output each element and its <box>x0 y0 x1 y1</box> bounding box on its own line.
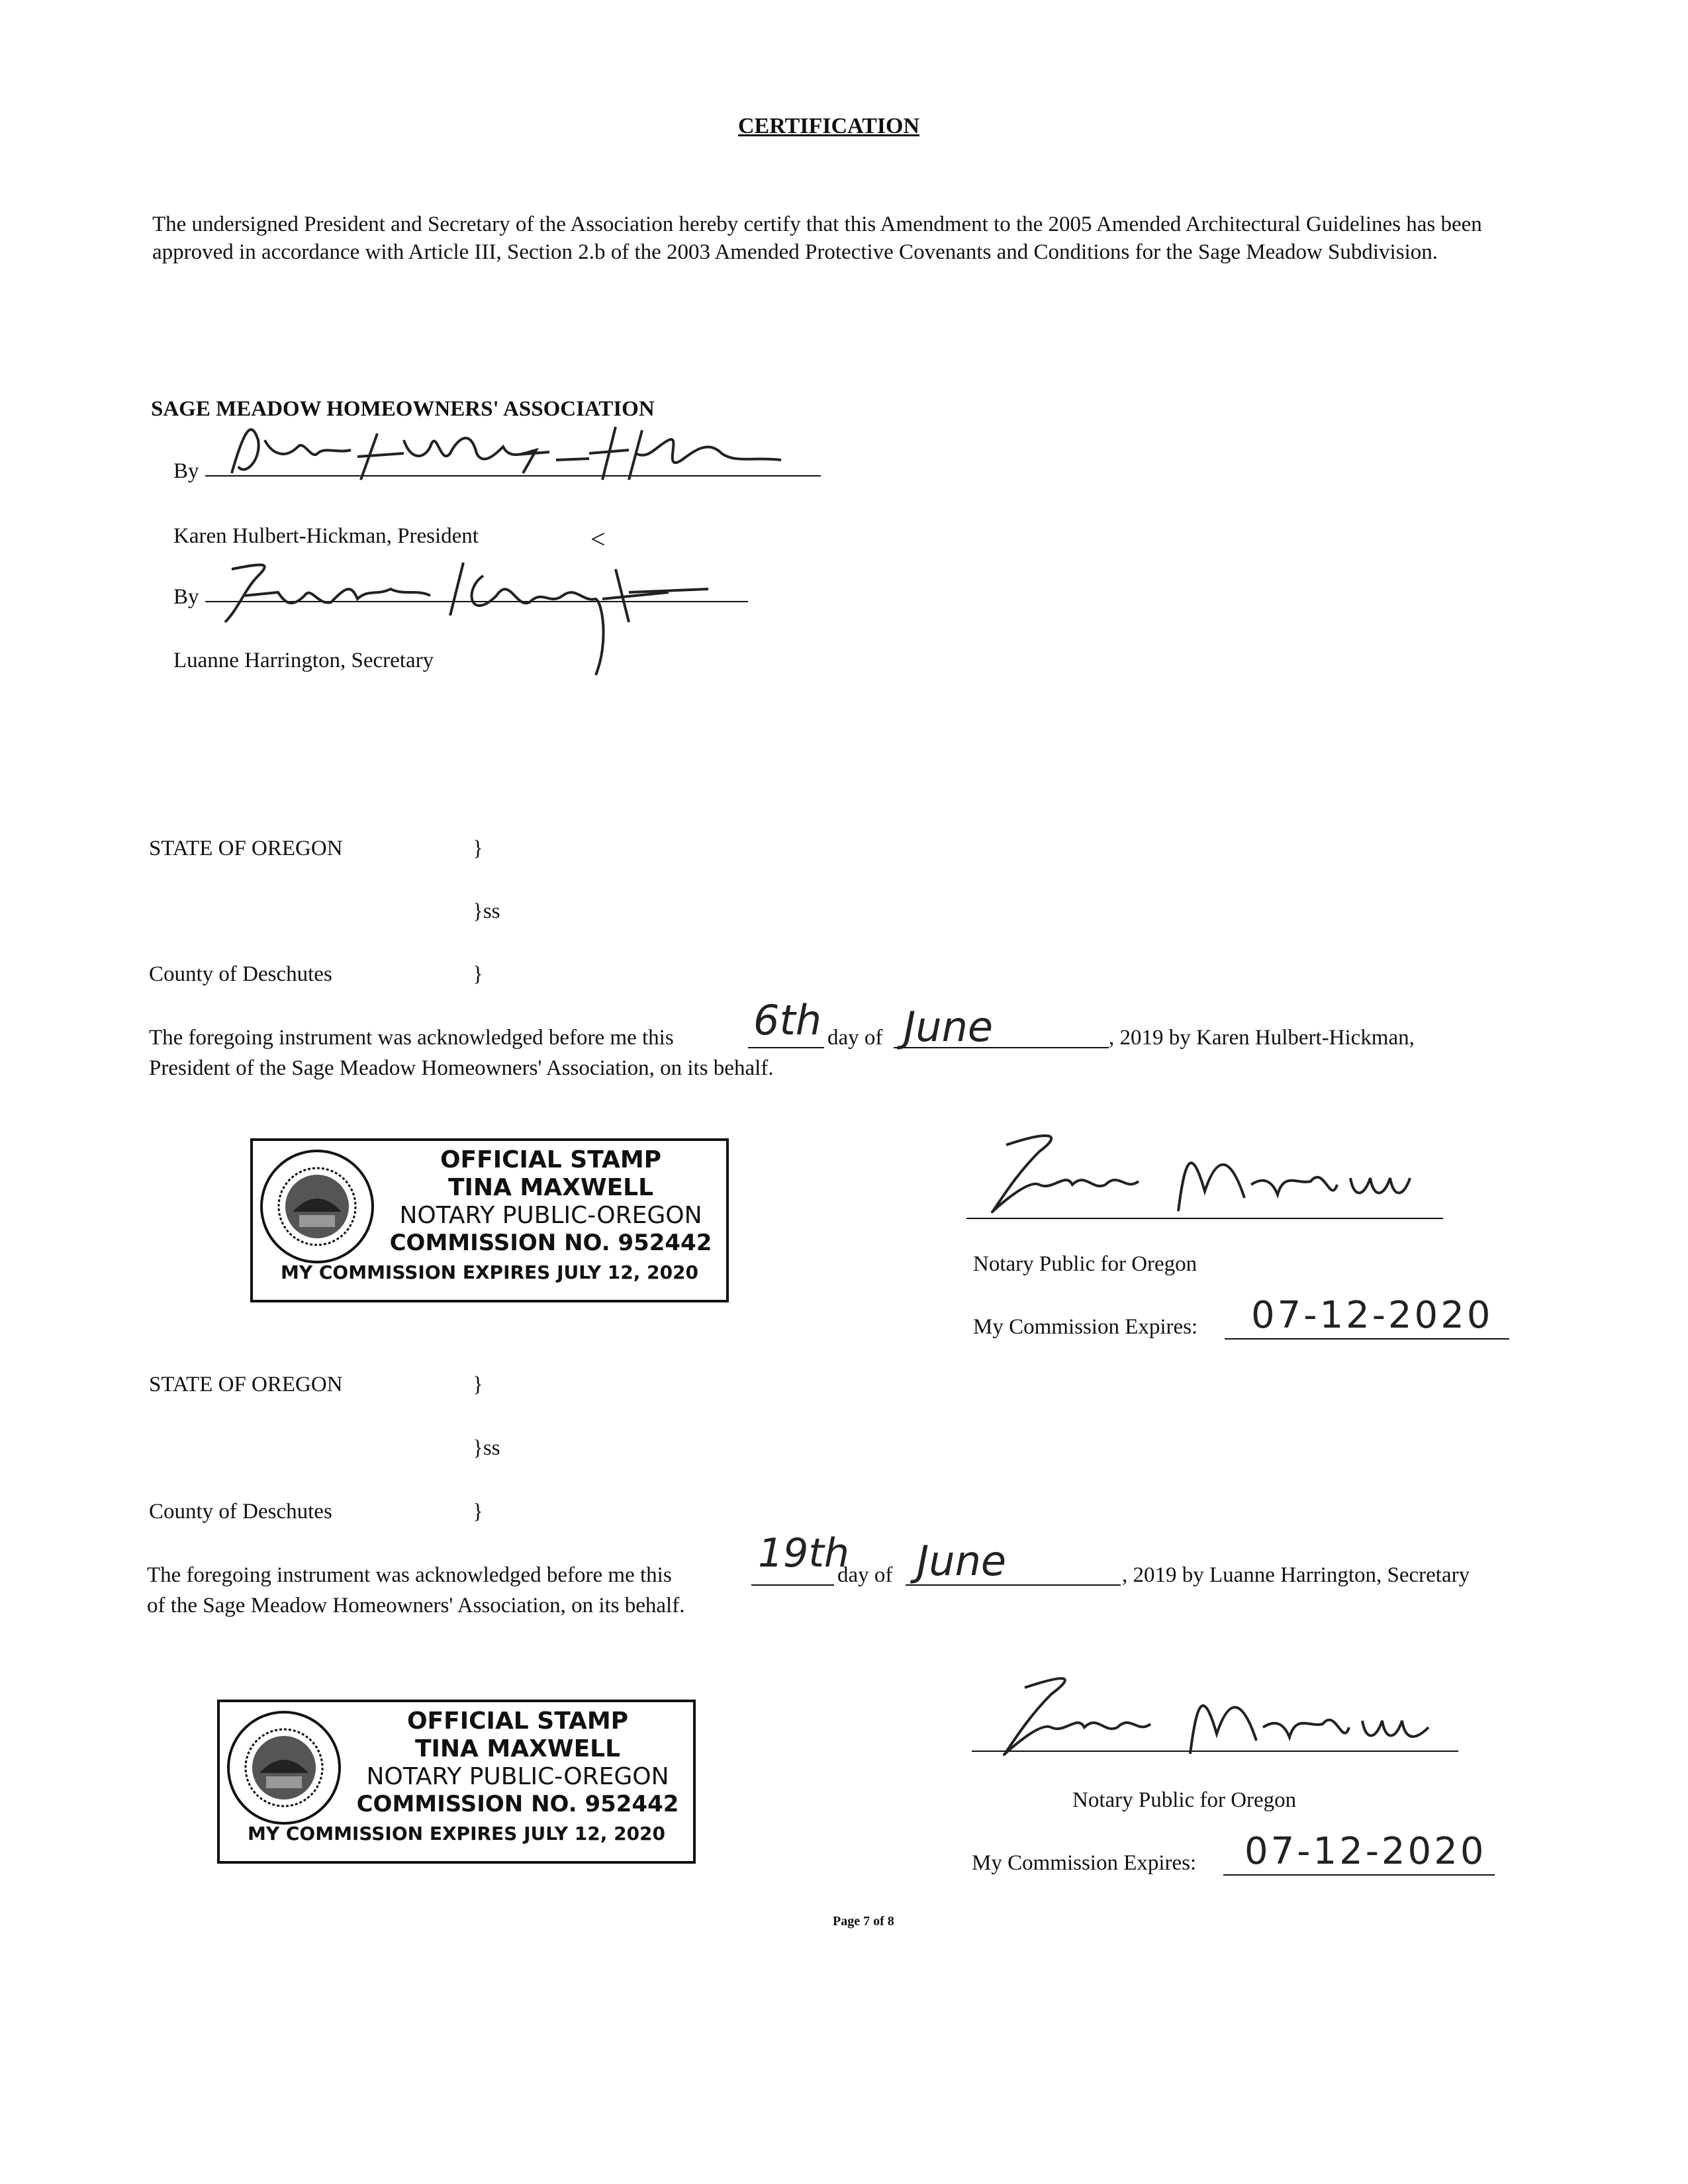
acknowledgment-suffix: , 2019 by Luanne Harrington, Secretary <box>1122 1563 1470 1587</box>
state-label: STATE OF OREGON <box>149 837 343 860</box>
by-label: By <box>173 459 199 483</box>
stamp-line-3: NOTARY PUBLIC-OREGON <box>366 1763 669 1790</box>
brace: } <box>473 837 483 860</box>
expires-handwritten: 07-12-2020 <box>1244 1830 1487 1873</box>
acknowledgment-text: The foregoing instrument was acknowledged before me this <box>149 1026 674 1050</box>
notary-signature-line <box>966 1218 1443 1219</box>
expires-line <box>1223 1874 1495 1876</box>
stamp-line-2: TINA MAXWELL <box>447 1174 654 1201</box>
stamp-line-1: OFFICIAL STAMP <box>406 1707 629 1735</box>
brace: } <box>473 1500 483 1524</box>
association-name: SAGE MEADOW HOMEOWNERS' ASSOCIATION <box>151 397 655 421</box>
acknowledgment-suffix: , 2019 by Karen Hulbert-Hickman, <box>1109 1026 1415 1050</box>
official-stamp <box>217 1700 696 1864</box>
month-handwritten: June <box>917 1537 1007 1585</box>
president-name-title: Karen Hulbert-Hickman, President <box>173 524 479 548</box>
secretary-name-title: Luanne Harrington, Secretary <box>173 649 434 672</box>
day-line <box>748 1047 824 1048</box>
check-mark: < <box>590 524 606 554</box>
stamp-line-5: MY COMMISSION EXPIRES JULY 12, 2020 <box>247 1823 666 1844</box>
brace: } <box>473 962 483 986</box>
acknowledgment-text: The foregoing instrument was acknowledged before me this <box>147 1563 672 1587</box>
acknowledgment-line-2: of the Sage Meadow Homeowners' Association, on its behalf. <box>147 1594 685 1617</box>
stamp-line-2: TINA MAXWELL <box>414 1735 621 1762</box>
county-label: County of Deschutes <box>149 1500 332 1524</box>
notary-signature <box>972 1661 1458 1760</box>
expires-handwritten: 07-12-2020 <box>1251 1294 1493 1337</box>
stamp-line-4: COMMISSION NO. 952442 <box>356 1791 679 1817</box>
oregon-seal-icon <box>259 1149 375 1265</box>
day-handwritten: 19th <box>758 1530 849 1576</box>
day-line <box>751 1584 834 1586</box>
day-of-label: day of <box>827 1026 883 1050</box>
notary-public-label: Notary Public for Oregon <box>973 1252 1197 1276</box>
notary-signature <box>966 1118 1443 1218</box>
by-label: By <box>173 585 199 609</box>
certification-paragraph: The undersigned President and Secretary of the Association hereby certify that this Amendment to the 2005 Amended Architectural Guidelines has been approved in accordance with Article III, Section 2.b of the 2003 Amended Protective Covenants and Conditions for the Sage Meadow Subdivision. <box>152 212 1482 264</box>
official-stamp <box>250 1138 729 1302</box>
document-title: CERTIFICATION <box>738 114 919 138</box>
notary-public-label: Notary Public for Oregon <box>1072 1788 1297 1812</box>
day-of-label: day of <box>837 1563 893 1587</box>
commission-expires-label: My Commission Expires: <box>972 1851 1197 1875</box>
stamp-line-3: NOTARY PUBLIC-OREGON <box>399 1202 702 1229</box>
brace: } <box>473 1373 483 1396</box>
oregon-seal-icon <box>226 1710 342 1826</box>
expires-line <box>1225 1338 1509 1340</box>
ss-label: }ss <box>473 899 500 923</box>
stamp-line-4: COMMISSION NO. 952442 <box>389 1230 712 1256</box>
ss-label: }ss <box>473 1436 500 1460</box>
stamp-line-1: OFFICIAL STAMP <box>440 1146 662 1173</box>
month-handwritten: June <box>904 1003 994 1051</box>
commission-expires-label: My Commission Expires: <box>973 1315 1198 1339</box>
county-label: County of Deschutes <box>149 962 332 986</box>
acknowledgment-line-2: President of the Sage Meadow Homeowners' Association, on its behalf. <box>149 1056 774 1080</box>
state-label: STATE OF OREGON <box>149 1373 343 1396</box>
day-handwritten: 6th <box>753 996 822 1044</box>
stamp-line-5: MY COMMISSION EXPIRES JULY 12, 2020 <box>280 1261 699 1283</box>
page-number: Page 7 of 8 <box>833 1914 894 1929</box>
president-signature <box>205 414 821 486</box>
